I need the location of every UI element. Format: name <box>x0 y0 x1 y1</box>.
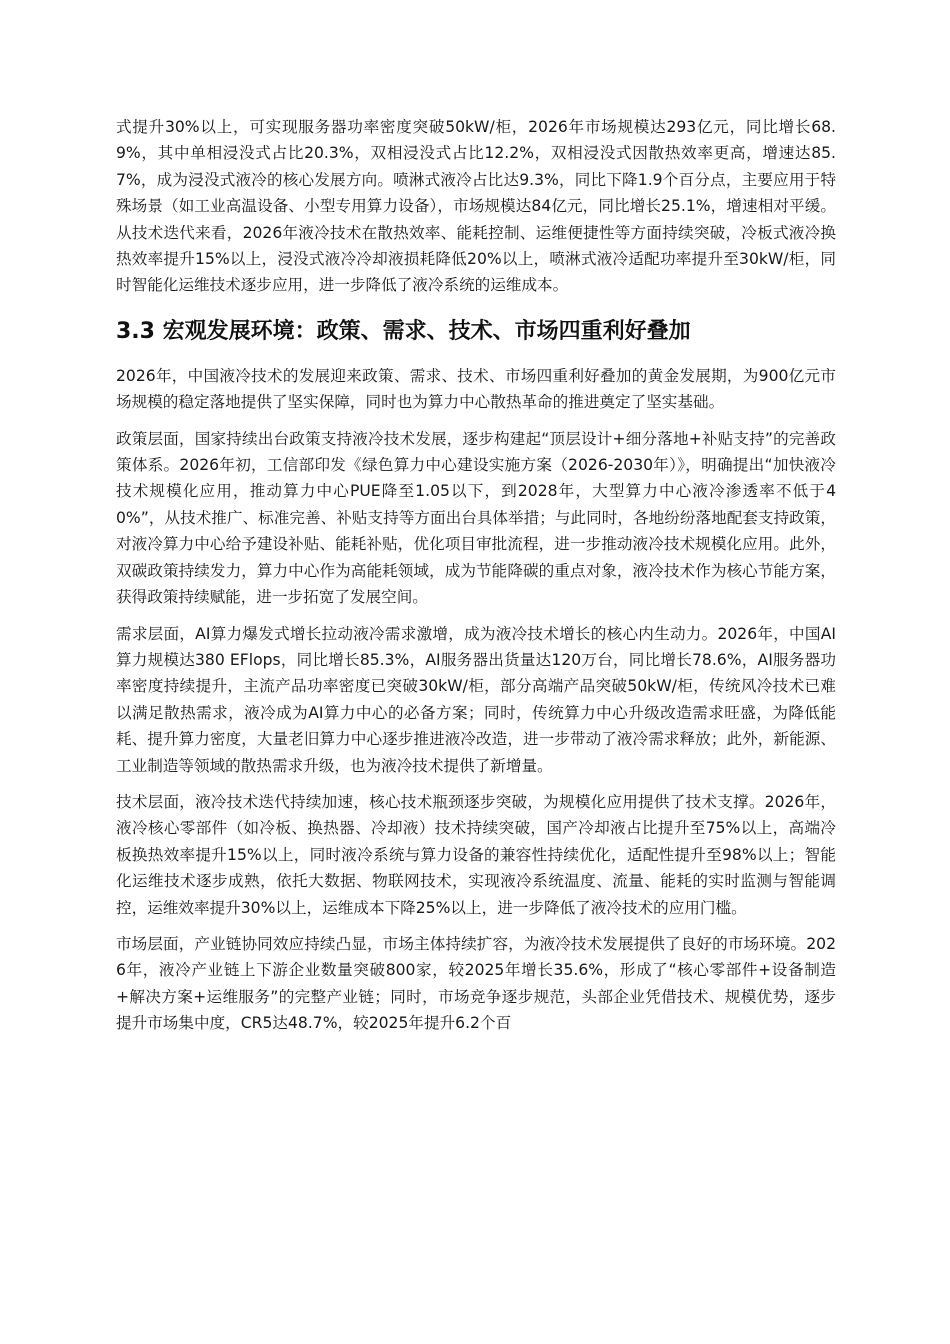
paragraph-continued: 式提升30%以上，可实现服务器功率密度突破50kW/柜，2026年市场规模达293亿元，同比增长68.9%，其中单相浸没式占比20.3%，双相浸没式占比12.2%，双相浸没式因散热效率更高，增速达85.7%，成为浸没式液冷的核心发展方向。喷淋式液冷占比达9.3%，同比下降1.9个百分点，主要应用于特殊场景（如工业高温设备、小型专用算力设备），市场规模达84亿元，同比增长25.1%，增速相对平缓。从技术迭代来看，2026年液冷技术在散热效率、能耗控制、运维便捷性等方面持续突破，冷板式液冷换热效率提升15%以上，浸没式液冷冷却液损耗降低20%以上，喷淋式液冷适配功率提升至30kW/柜，同时智能化运维技术逐步应用，进一步降低了液冷系统的运维成本。 <box>116 118 836 295</box>
paragraph-intro: 2026年，中国液冷技术的发展迎来政策、需求、技术、市场四重利好叠加的黄金发展期，为900亿元市场规模的稳定落地提供了坚实保障，同时也为算力中心散热革命的推进奠定了坚实基础。 <box>116 366 836 412</box>
paragraph-policy: 政策层面，国家持续出台政策支持液冷技术发展，逐步构建起“顶层设计+细分落地+补贴支持”的完善政策体系。2026年初，工信部印发《绿色算力中心建设实施方案（2026-2030年）》，明确提出“加快液冷技术规模化应用，推动算力中心PUE降至1.05以下，到2028年，大型算力中心液冷渗透率不低于40%”，从技术推广、标准完善、补贴支持等方面出台具体举措；与此同时，各地纷纷落地配套支持政策，对液冷算力中心给予建设补贴、能耗补贴，优化项目审批流程，进一步推动液冷技术规模化应用。此外，双碳政策持续发力，算力中心作为高能耗领域，成为节能降碳的重点对象，液冷技术作为核心节能方案，获得政策持续赋能，进一步拓宽了发展空间。 <box>116 429 836 607</box>
document-body <box>116 114 836 1047</box>
paragraph-technology: 技术层面，液冷技术迭代持续加速，核心技术瓶颈逐步突破，为规模化应用提供了技术支撑。2026年，液冷核心零部件（如冷板、换热器、冷却液）技术持续突破，国产冷却液占比提升至75%以上，高端冷板换热效率提升15%以上，同时液冷系统与算力设备的兼容性持续优化，适配性提升至98%以上；智能化运维技术逐步成熟，依托大数据、物联网技术，实现液冷系统温度、流量、能耗的实时监测与智能调控，运维效率提升30%以上，运维成本下降25%以上，进一步降低了液冷技术的应用门槛。 <box>116 792 836 917</box>
paragraph-market: 市场层面，产业链协同效应持续凸显，市场主体持续扩容，为液冷技术发展提供了良好的市场环境。2026年，液冷产业链上下游企业数量突破800家，较2025年增长35.6%，形成了“核心零部件+设备制造+解决方案+运维服务”的完整产业链；同时，市场竞争逐步规范，头部企业凭借技术、规模优势，逐步提升市场集中度，CR5达48.7%，较2025年提升6.2个百 <box>116 934 836 1033</box>
section-heading: 3.3 宏观发展环境：政策、需求、技术、市场四重利好叠加 <box>116 318 691 344</box>
paragraph-demand: 需求层面，AI算力爆发式增长拉动液冷需求激增，成为液冷技术增长的核心内生动力。2026年，中国AI算力规模达380 EFlops，同比增长85.3%，AI服务器出货量达120万台，同比增长78.6%，AI服务器功率密度持续提升，主流产品功率密度已突破30kW/柜，部分高端产品突破50kW/柜，传统风冷技术已难以满足散热需求，液冷成为AI算力中心的必备方案；同时，传统算力中心升级改造需求旺盛，为降低能耗、提升算力密度，大量老旧算力中心逐步推进液冷改造，进一步带动了液冷需求释放；此外，新能源、工业制造等领域的散热需求升级，也为液冷技术提供了新增量。 <box>116 624 836 775</box>
